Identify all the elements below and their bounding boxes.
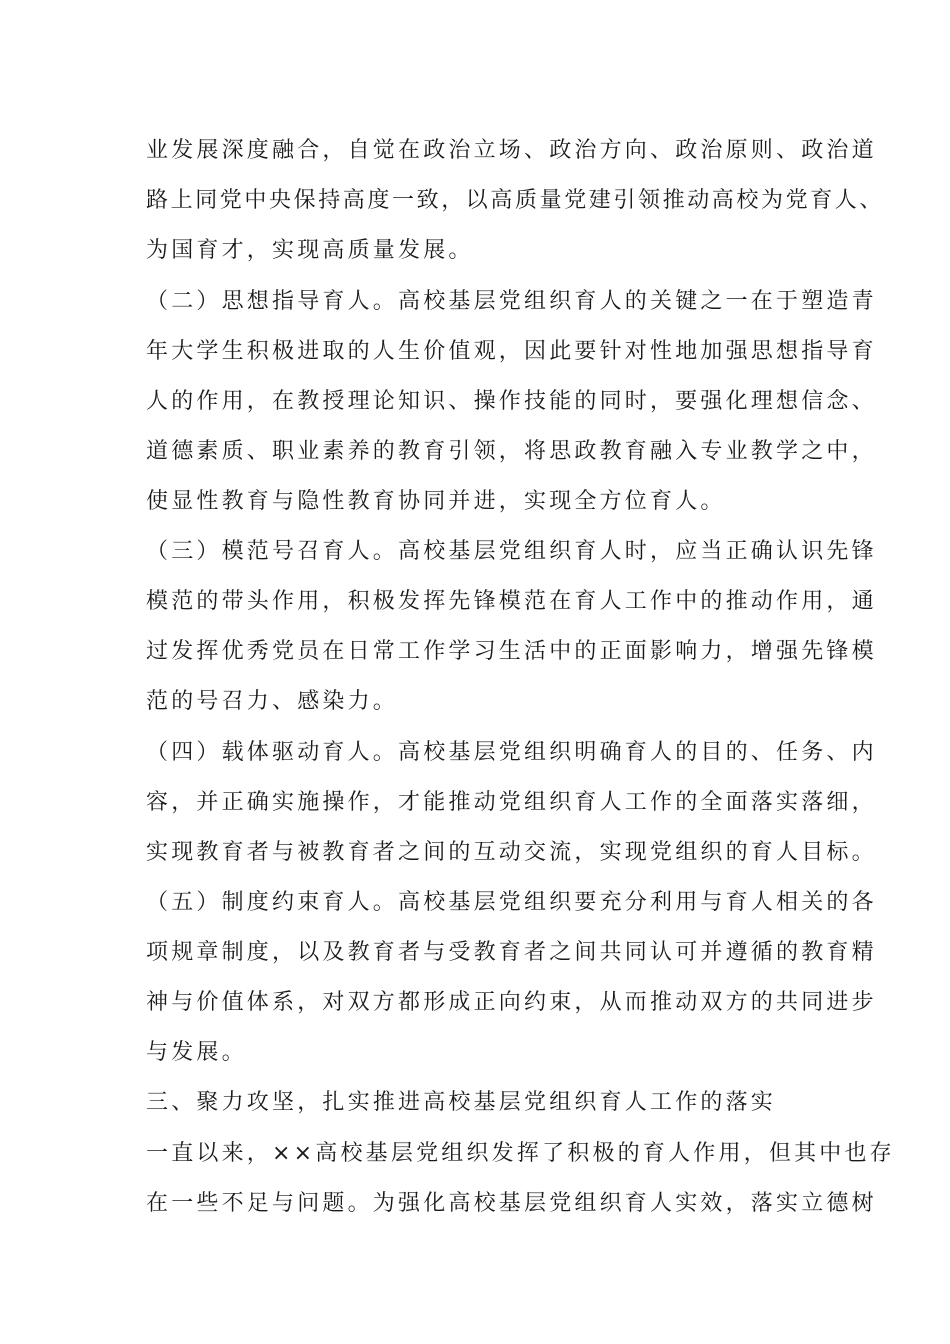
text-line: 模范的带头作用，积极发挥先锋模范在育人工作中的推动作用，通 bbox=[146, 589, 877, 614]
text-line: 实现教育者与被教育者之间的互动交流，实现党组织的育人目标。 bbox=[146, 840, 877, 865]
text-line: 业发展深度融合，自觉在政治立场、政治方向、政治原则、政治道 bbox=[146, 138, 877, 163]
text-line: 容，并正确实施操作，才能推动党组织育人工作的全面落实落细， bbox=[146, 790, 877, 815]
text-line: 过发挥优秀党员在日常工作学习生活中的正面影响力，增强先锋模 bbox=[146, 639, 877, 664]
text-line: 道德素质、职业素养的教育引领，将思政教育融入专业教学之中， bbox=[146, 439, 877, 464]
text-line: 项规章制度，以及教育者与受教育者之间共同认可并遵循的教育精 bbox=[146, 940, 877, 965]
section-heading-2: （二）思想指导育人。高校基层党组织育人的关键之一在于塑造青 bbox=[146, 289, 877, 314]
text-line: 范的号召力、感染力。 bbox=[146, 689, 399, 714]
chapter-heading-3: 三、聚力攻坚，扎实推进高校基层党组织育人工作的落实 bbox=[146, 1090, 777, 1115]
text-line: 一直以来，××高校基层党组织发挥了积极的育人作用，但其中也存 bbox=[146, 1141, 895, 1166]
section-heading-5: （五）制度约束育人。高校基层党组织要充分利用与育人相关的各 bbox=[146, 890, 877, 915]
text-line: 年大学生积极进取的人生价值观，因此要针对性地加强思想指导育 bbox=[146, 339, 877, 364]
text-line: 人的作用，在教授理论知识、操作技能的同时，要强化理想信念、 bbox=[146, 389, 877, 414]
section-heading-3: （三）模范号召育人。高校基层党组织育人时，应当正确认识先锋 bbox=[146, 539, 877, 564]
text-line: 为国育才，实现高质量发展。 bbox=[146, 238, 474, 263]
text-line: 与发展。 bbox=[146, 1040, 247, 1065]
text-line: 路上同党中央保持高度一致，以高质量党建引领推动高校为党育人、 bbox=[146, 188, 885, 213]
text-line: 在一些不足与问题。为强化高校基层党组织育人实效，落实立德树 bbox=[146, 1191, 877, 1216]
text-line: 神与价值体系，对双方都形成正向约束，从而推动双方的共同进步 bbox=[146, 990, 877, 1015]
text-line: 使显性教育与隐性教育协同并进，实现全方位育人。 bbox=[146, 489, 726, 514]
section-heading-4: （四）载体驱动育人。高校基层党组织明确育人的目的、任务、内 bbox=[146, 740, 877, 765]
